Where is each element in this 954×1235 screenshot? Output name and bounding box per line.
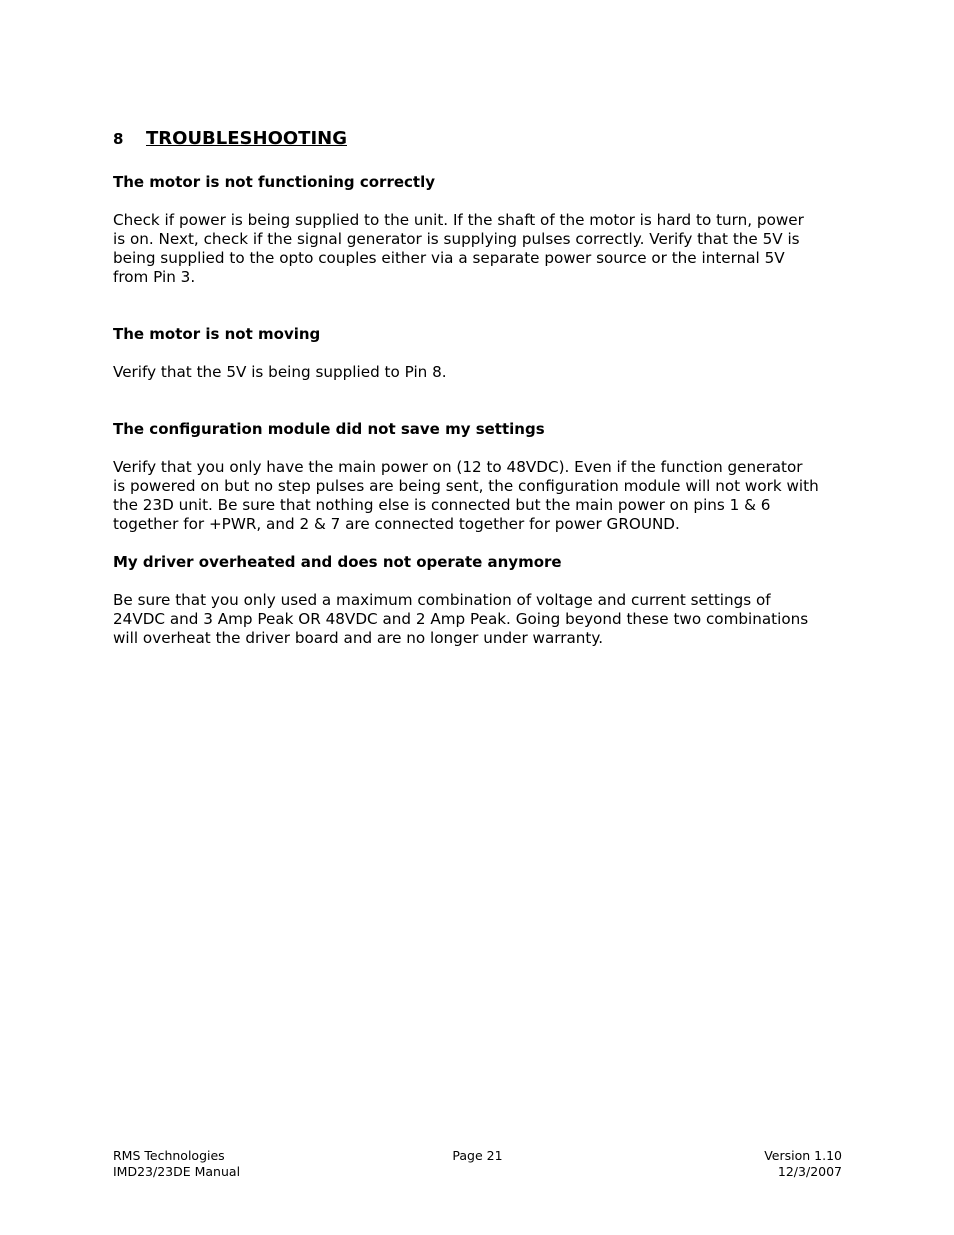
issue-motor-not-functioning	[113, 173, 848, 287]
page-footer	[113, 1148, 842, 1179]
footer-version: Version 1.10	[764, 1148, 842, 1163]
footer-date: 12/3/2007	[777, 1163, 842, 1179]
section-title: TROUBLESHOOTING	[146, 128, 347, 149]
footer-center	[378, 1148, 578, 1179]
issue-title: The motor is not functioning correctly	[113, 173, 436, 191]
footer-manual: IMD23/23DE Manual	[113, 1163, 241, 1179]
spacer	[113, 287, 848, 325]
spacer	[113, 534, 848, 553]
issue-body: Verify that the 5V is being supplied to Pin 8.	[113, 363, 447, 381]
issue-title: My driver overheated and does not operate anymore	[113, 553, 562, 571]
issue-body: Verify that you only have the main power on (12 to 48VDC). Even if the function generator is powered on but no step pulses are being sent, the configuration module will not work with the 23D unit. Be sure that nothing else is connected but the main power on pins 1 & 6 together for +PWR, and 2 & 7 are connected together for power GROUND.	[113, 458, 819, 533]
issue-motor-not-moving	[113, 325, 848, 382]
section-heading	[113, 128, 848, 149]
issue-title: The configuration module did not save my settings	[113, 420, 545, 438]
footer-left	[113, 1148, 373, 1179]
spacer	[113, 382, 848, 420]
issue-body: Check if power is being supplied to the unit. If the shaft of the motor is hard to turn, power is on. Next, check if the signal generator is supplying pulses correctly. Verify that the 5V is being supplied to the opto couples either via a separate power source or the internal 5V from Pin 3.	[113, 211, 804, 286]
issue-body: Be sure that you only used a maximum combination of voltage and current settings of 24VDC and 3 Amp Peak OR 48VDC and 2 Amp Peak. Going beyond these two combinations will overheat the driver board and are no longer under warranty.	[113, 591, 809, 647]
footer-page-number: Page 21	[452, 1148, 503, 1163]
section-number: 8	[113, 130, 124, 148]
issue-title: The motor is not moving	[113, 325, 321, 343]
footer-company: RMS Technologies	[113, 1148, 225, 1163]
page-content	[113, 128, 848, 648]
footer-right	[582, 1148, 842, 1179]
issue-driver-overheated	[113, 553, 848, 648]
issue-config-not-saved	[113, 420, 848, 534]
